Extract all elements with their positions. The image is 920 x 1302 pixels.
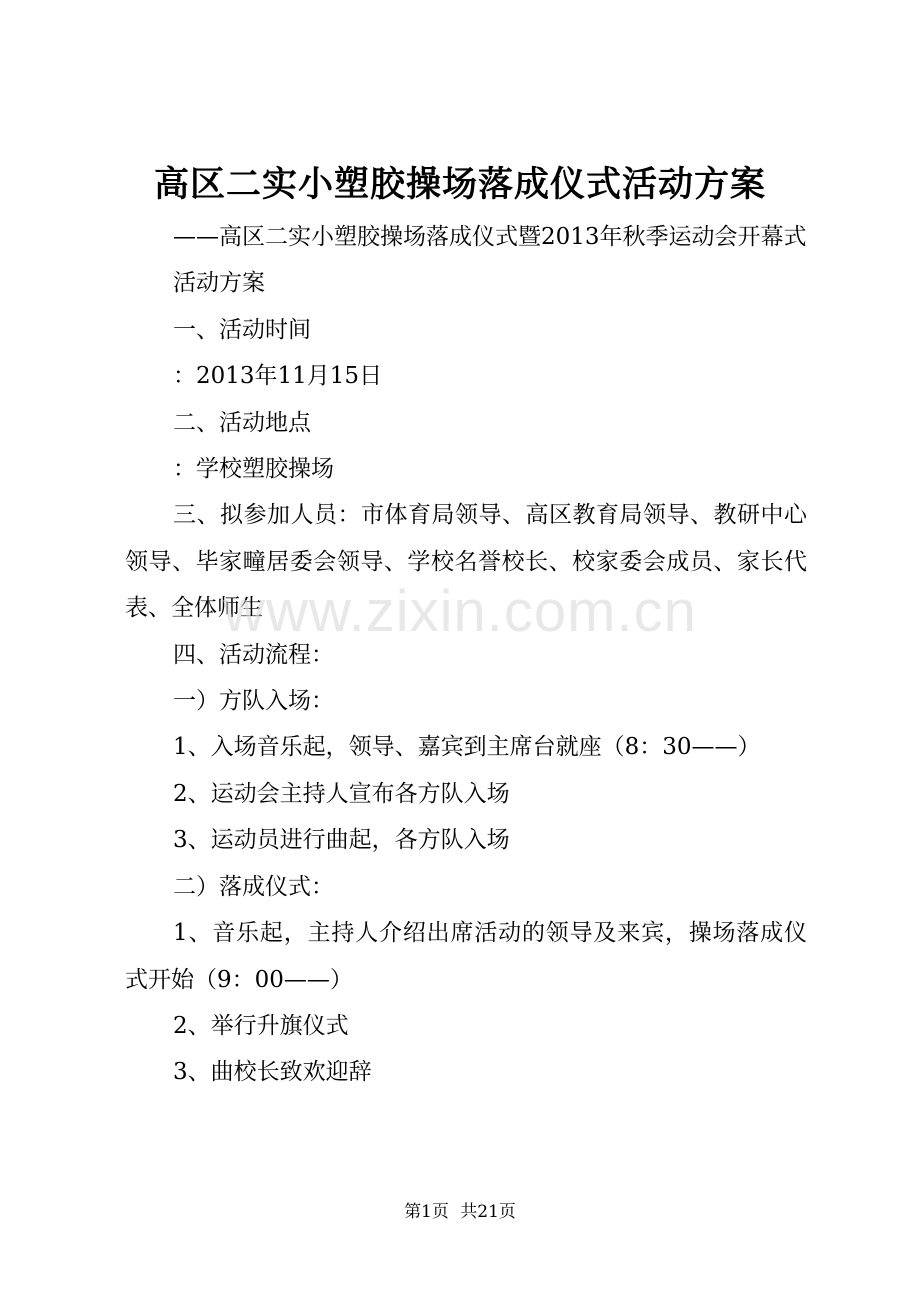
list-item: 1、入场音乐起，领导、嘉宾到主席台就座（8：30——） <box>173 734 761 761</box>
time-value: ：2013年11月15日 <box>173 363 383 390</box>
subsection-heading-ceremony: 二）落成仪式： <box>173 873 334 900</box>
list-item: 3、曲校长致欢迎辞 <box>173 1059 372 1086</box>
page-total: 共21页 <box>460 1202 516 1222</box>
location-value: ：学校塑胶操场 <box>173 456 334 483</box>
page-footer <box>0 1199 920 1225</box>
section-heading-process: 四、活动流程： <box>173 641 334 668</box>
section-heading-plan: 活动方案 <box>173 270 265 297</box>
list-item: 3、运动员进行曲起，各方队入场 <box>173 827 510 854</box>
section-heading-location: 二、活动地点 <box>173 409 311 436</box>
subsection-heading-entry: 一）方队入场： <box>173 688 334 715</box>
participants-paragraph: 三、拟参加人员：市体育局领导、高区教育局领导、教研中心领导、毕家疃居委会领导、学校名誉校长、校家委会成员、家长代表、全体师生 <box>125 502 807 622</box>
page-number: 第1页 <box>404 1202 449 1222</box>
list-item: 1、音乐起，主持人介绍出席活动的领导及来宾，操场落成仪式开始（9：00——） <box>125 920 807 993</box>
subtitle-paragraph: ——高区二实小塑胶操场落成仪式暨2013年秋季运动会开幕式 <box>173 224 807 250</box>
document-title: 高区二实小塑胶操场落成仪式活动方案 <box>153 164 766 205</box>
list-item: 2、运动会主持人宣布各方队入场 <box>173 780 510 807</box>
document-body <box>125 214 807 1096</box>
watermark: www.zixin.com.cn <box>223 579 697 644</box>
list-item: 2、举行升旗仪式 <box>173 1012 349 1039</box>
section-heading-time: 一、活动时间 <box>173 316 311 343</box>
